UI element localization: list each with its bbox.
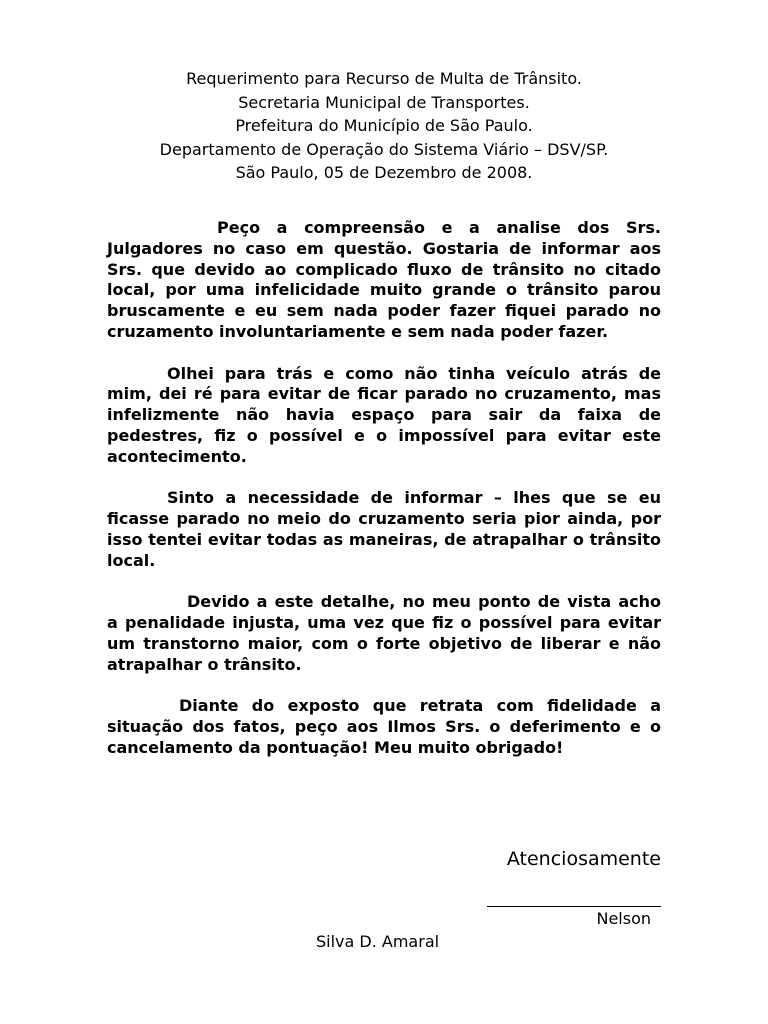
paragraph-4: Devido a este detalhe, no meu ponto de vista acho a penalidade injusta, uma vez que fiz o possível para evitar um transtorno maior, com o forte objetivo de liberar e não atrapalhar o trânsito. (107, 592, 661, 674)
header-title: Requerimento para Recurso de Multa de Trânsito. (186, 69, 582, 88)
closing-salutation: Atenciosamente (506, 848, 661, 870)
paragraph-1: Peço a compreensão e a analise dos Srs. Julgadores no caso em questão. Gostaria de informar aos Srs. que devido ao complicado fluxo de trânsito no citado local, por uma infelicidade muito grande o trânsito parou bruscamente e eu sem nada poder fazer fiquei parado no cruzamento involuntariamente e sem nada poder fazer. (107, 218, 661, 341)
letter-body (107, 218, 661, 759)
document-header (0, 67, 768, 185)
paragraph-gap (107, 572, 661, 593)
signature-line (487, 906, 661, 907)
paragraph-gap (107, 343, 661, 364)
header-date: São Paulo, 05 de Dezembro de 2008. (235, 163, 533, 182)
paragraph-gap (107, 468, 661, 489)
header-department: Departamento de Operação do Sistema Viário – DSV/SP. (159, 139, 609, 159)
paragraph-2: Olhei para trás e como não tinha veículo atrás de mim, dei ré para evitar de ficar parado no cruzamento, mas infelizmente não havia espaço para sair da faixa de pedestres, fiz o possível e o impossível para evitar este acontecimento. (107, 363, 661, 466)
signature-first-name: Nelson (596, 909, 651, 928)
paragraph-5: Diante do exposto que retrata com fidelidade a situação dos fatos, peço aos Ilmos Srs. o deferimento e o cancelamento da pontuação! Meu muito obrigado! (107, 696, 661, 757)
paragraph-3: Sinto a necessidade de informar – lhes que se eu ficasse parado no meio do cruzamento seria pior ainda, por isso tentei evitar todas as maneiras, de atrapalhar o trânsito local. (107, 488, 661, 570)
header-secretariat: Secretaria Municipal de Transportes. (238, 92, 530, 112)
header-prefecture: Prefeitura do Município de São Paulo. (235, 116, 533, 135)
signature-surname: Silva D. Amaral (316, 932, 440, 951)
paragraph-gap (107, 676, 661, 697)
